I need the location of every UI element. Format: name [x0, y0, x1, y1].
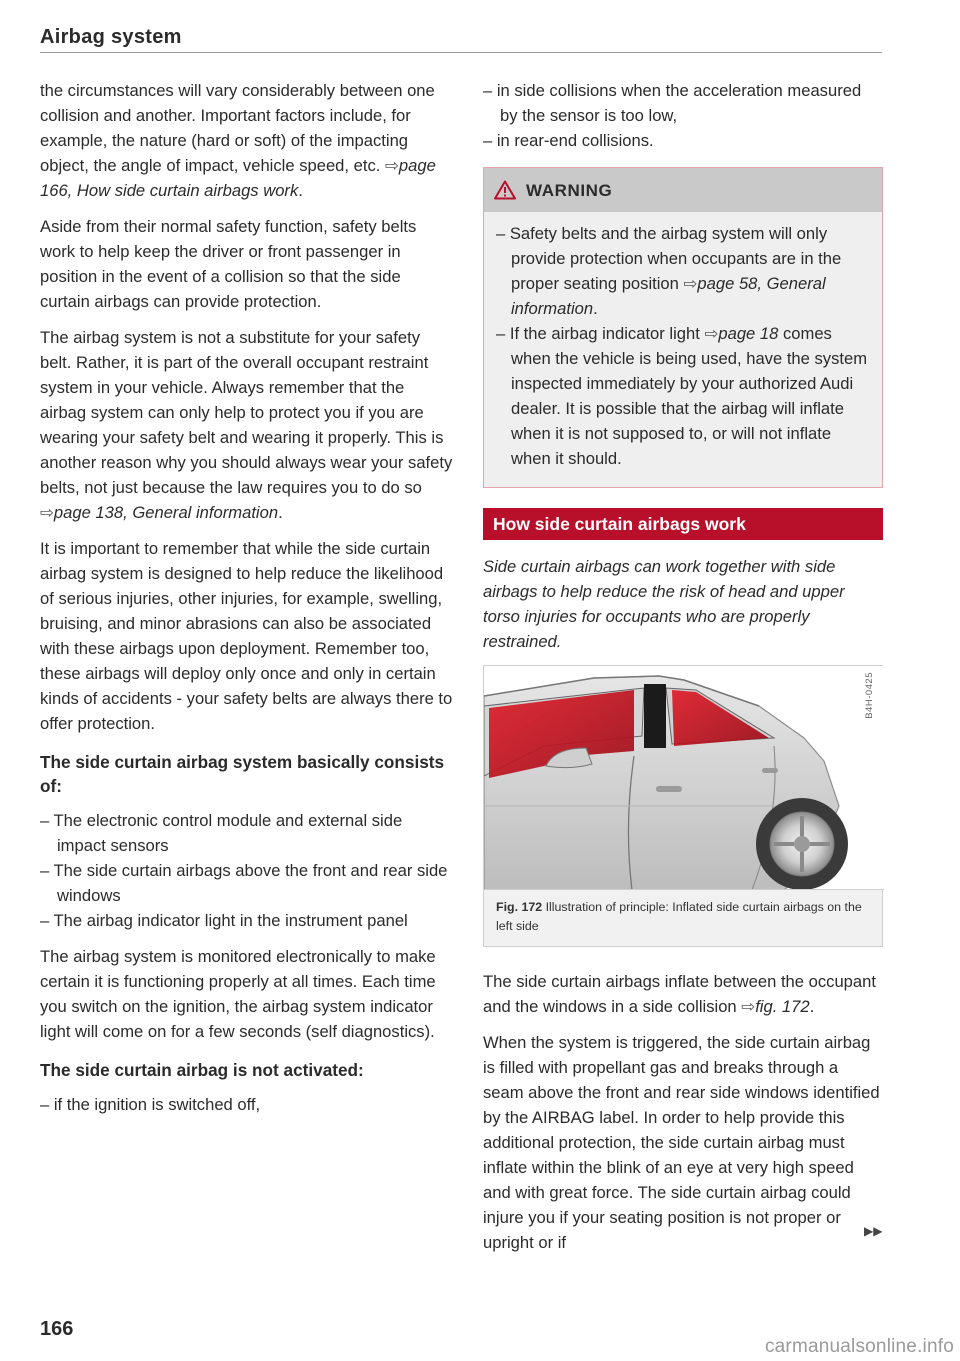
cross-reference-link[interactable]: page 138, General information — [53, 503, 279, 522]
arrow-right-icon: ⇨ — [683, 274, 698, 293]
list-item: – in side collisions when the acceleration measured by the sensor is too low, — [483, 81, 862, 125]
figure-caption-text: Illustration of principle: Inflated side curtain airbags on the left side — [496, 900, 862, 933]
warning-item: – If the airbag indicator light ⇨page 18 comes when the vehicle is being used, have the system inspected immediately by your authorized Audi dealer. It is possible that the airbag will inflate when it is not supposed to, or will not inflate when it should. — [496, 324, 868, 468]
page-header-title: Airbag system — [40, 26, 182, 48]
figure-172 — [483, 665, 883, 947]
figure-caption-label: Fig. 172 — [496, 900, 543, 914]
arrow-right-icon: ⇨ — [741, 997, 756, 1016]
consists-of-list — [40, 808, 454, 933]
paragraph-monitoring: The airbag system is monitored electronically to make certain it is functioning properly at all times. Each time you switch on the ignition, the airbag system indicator light will come on for a few seconds (self diagnostics). — [40, 947, 436, 1041]
paragraph-triggered: When the system is triggered, the side curtain airbag is filled with propellant gas and breaks through a seam above the front and rear side windows identified by the AIRBAG label. In order to help provide this additional protection, the side curtain airbag must inflate within the blink of an eye at very high speed and with great force. The side curtain airbag could injure you if your seating position is not proper or upright or if — [483, 1033, 880, 1252]
cross-reference-link[interactable]: page 166, How side curtain airbags work — [40, 156, 436, 200]
not-activated-list-continued — [483, 78, 883, 153]
paragraph-not-substitute: The airbag system is not a substitute for your safety belt. Rather, it is part of the overall occupant restraint system in your vehicle. Always remember that the airbag system can only help to protect you if you are wearing your safety belt and wearing it properly. This is another reason why you should always wear your safety belts, not just because the law requires you to do so ⇨page 138, General information. — [40, 328, 453, 522]
cross-reference-link[interactable]: fig. 172 — [755, 997, 810, 1016]
continue-arrow-icon: ▶▶ — [864, 1224, 883, 1238]
section-title-bar: How side curtain airbags work — [483, 508, 883, 540]
paragraph-safety-belts: Aside from their normal safety function, safety belts work to help keep the driver or front passenger in position in the event of a collision so that the side curtain airbags can provide protection. — [40, 217, 417, 311]
figure-code: B4H-0425 — [864, 672, 875, 719]
warning-label: WARNING — [526, 180, 613, 200]
figure-caption — [484, 890, 882, 946]
paragraph-other-injuries: It is important to remember that while the side curtain airbag system is designed to help reduce the likelihood of serious injuries, other injuries, for example, swelling, bruising, and minor abrasions can also be associated with these airbags upon deployment. Remember too, these airbags will deploy only once and only in certain kinds of accidents - your safety belts are always there to offer protection. — [40, 539, 453, 733]
arrow-right-icon: ⇨ — [704, 324, 719, 343]
cross-reference-link[interactable]: page 58, General information — [511, 274, 826, 318]
paragraph-inflate-between: The side curtain airbags inflate between the occupant and the windows in a side collision ⇨fig. 172. — [483, 972, 876, 1016]
warning-header — [484, 168, 882, 212]
warning-triangle-icon — [494, 180, 516, 200]
not-activated-heading: The side curtain airbag is not activated: — [40, 1060, 364, 1080]
arrow-right-icon: ⇨ — [40, 503, 54, 522]
warning-box — [483, 167, 883, 488]
consists-of-heading: The side curtain airbag system basically consists of: — [40, 752, 445, 796]
not-activated-list — [40, 1092, 454, 1117]
cross-reference-link[interactable]: page 18 — [718, 324, 779, 343]
list-item: – if the ignition is switched off, — [40, 1095, 261, 1114]
warning-item: – Safety belts and the airbag system will only provide protection when occupants are in the proper seating position ⇨page 58, General information. — [496, 224, 842, 318]
right-column — [483, 78, 883, 1266]
section-intro: Side curtain airbags can work together with side airbags to help reduce the risk of head and upper torso injuries for occupants who are properly restrained. — [483, 557, 845, 651]
list-item: – The side curtain airbags above the front and rear side windows — [40, 861, 448, 905]
arrow-right-icon: ⇨ — [385, 156, 399, 175]
header-divider — [40, 52, 882, 53]
car-side-curtain-airbag-illustration — [484, 666, 884, 890]
list-item: – The electronic control module and external side impact sensors — [40, 811, 403, 855]
list-item: – The airbag indicator light in the instrument panel — [40, 911, 408, 930]
figure-illustration — [484, 666, 884, 890]
page-number: 166 — [40, 1318, 74, 1340]
left-column — [40, 78, 454, 1128]
watermark: carmanualsonline.info — [764, 1336, 954, 1357]
paragraph-impact-factors: the circumstances will vary considerably between one collision and another. Important factors include, for example, the nature (hard or soft) of the impacting object, the angle of impact, vehicle speed, etc. ⇨page 166, How side curtain airbags work. — [40, 81, 436, 200]
warning-list — [484, 212, 882, 476]
list-item: – in rear-end collisions. — [483, 131, 654, 150]
